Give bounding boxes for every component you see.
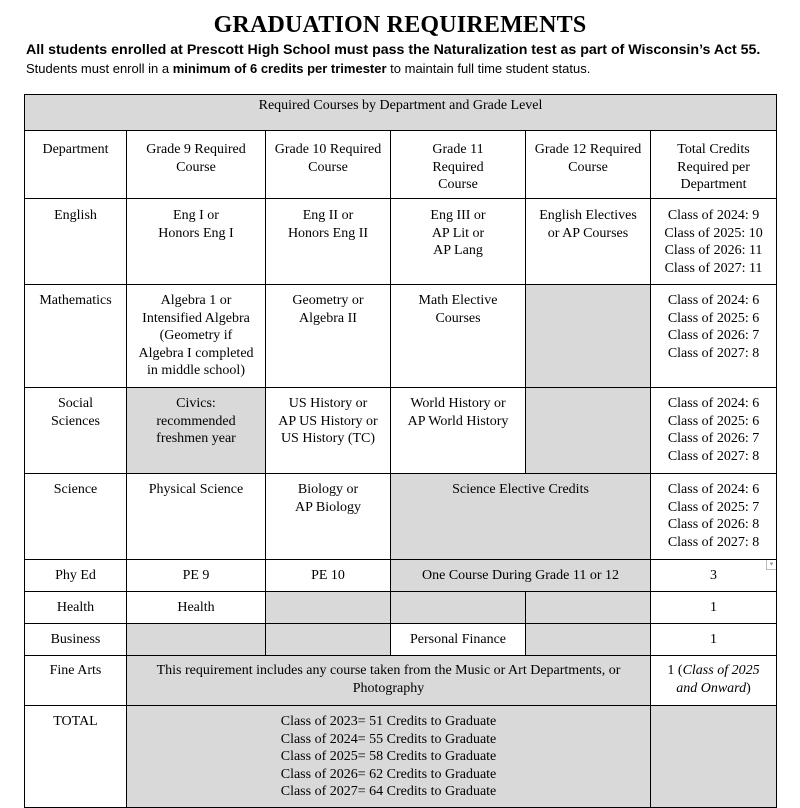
business-grade-9-empty — [127, 624, 266, 656]
dept-science: Science — [25, 474, 127, 560]
table-row-fine-arts — [25, 656, 777, 706]
table-row-health — [25, 592, 777, 624]
english-grade-11: Eng III or AP Lit or AP Lang — [391, 199, 526, 285]
table-caption: Required Courses by Department and Grade Level — [25, 95, 777, 131]
english-grade-12: English Electives or AP Courses — [526, 199, 651, 285]
dept-phy-ed: Phy Ed — [25, 560, 127, 592]
intro-credits-pre: Students must enroll in a — [26, 61, 173, 76]
phyed-credits — [651, 560, 777, 592]
table-row-total — [25, 706, 777, 808]
health-grade-10-empty — [266, 592, 391, 624]
business-grade-10-empty — [266, 624, 391, 656]
dept-english: English — [25, 199, 127, 285]
header-total-credits: Total Credits Required per Department — [651, 131, 777, 199]
intro-naturalization-note: All students enrolled at Prescott High School must pass the Naturalization test as part of Wisconsin’s Act 55. — [26, 42, 761, 58]
science-grade-11-12: Science Elective Credits — [391, 474, 651, 560]
finearts-note: This requirement includes any course taken from the Music or Art Departments, or Photography — [127, 656, 651, 706]
math-credits: Class of 2024: 6 Class of 2025: 6 Class of 2026: 7 Class of 2027: 8 — [651, 285, 777, 388]
dept-business: Business — [25, 624, 127, 656]
health-grade-9: Health — [127, 592, 266, 624]
header-grade-10: Grade 10 Required Course — [266, 131, 391, 199]
table-row-mathematics — [25, 285, 777, 388]
dept-social-sciences: Social Sciences — [25, 388, 127, 474]
total-empty — [651, 706, 777, 808]
finearts-credits: 1 (Class of 2025 and Onward) — [651, 656, 777, 706]
business-grade-12-empty — [526, 624, 651, 656]
intro-credits-bold: minimum of 6 credits per trimester — [172, 61, 387, 76]
table-row-english — [25, 199, 777, 285]
phyed-grade-9: PE 9 — [127, 560, 266, 592]
header-grade-11: Grade 11 Required Course — [391, 131, 526, 199]
page-title: GRADUATION REQUIREMENTS — [213, 12, 587, 38]
social-grade-11: World History or AP World History — [391, 388, 526, 474]
social-credits: Class of 2024: 6 Class of 2025: 6 Class of 2026: 7 Class of 2027: 8 — [651, 388, 777, 474]
table-row-business — [25, 624, 777, 656]
health-credits: 1 — [651, 592, 777, 624]
table-row-phy-ed — [25, 560, 777, 592]
phyed-grade-10: PE 10 — [266, 560, 391, 592]
phyed-grade-11-12: One Course During Grade 11 or 12 — [391, 560, 651, 592]
header-department: Department — [25, 131, 127, 199]
business-credits: 1 — [651, 624, 777, 656]
intro-credits-note — [26, 60, 796, 77]
requirements-table — [24, 94, 777, 808]
intro-credits-post: to maintain full time student status. — [386, 61, 591, 76]
english-credits: Class of 2024: 9 Class of 2025: 10 Class of 2026: 11 Class of 2027: 11 — [651, 199, 777, 285]
science-credits: Class of 2024: 6 Class of 2025: 7 Class of 2026: 8 Class of 2027: 8 — [651, 474, 777, 560]
science-grade-9: Physical Science — [127, 474, 266, 560]
math-grade-10: Geometry or Algebra II — [266, 285, 391, 388]
health-grade-11-empty — [391, 592, 526, 624]
phyed-credits-value: 3 — [710, 567, 717, 583]
dept-health: Health — [25, 592, 127, 624]
health-grade-12-empty — [526, 592, 651, 624]
total-credits-list: Class of 2023= 51 Credits to Graduate Class of 2024= 55 Credits to Graduate Class of 2025= 58 Credits to Graduate Class of 2026= 62 Credits to Graduate Class of 2027= 64 Credits to Graduate — [127, 706, 651, 808]
business-grade-11: Personal Finance — [391, 624, 526, 656]
english-grade-9: Eng I or Honors Eng I — [127, 199, 266, 285]
social-grade-10: US History or AP US History or US History (TC) — [266, 388, 391, 474]
math-grade-9: Algebra 1 or Intensified Algebra (Geometry if Algebra I completed in middle school) — [127, 285, 266, 388]
math-grade-11: Math Elective Courses — [391, 285, 526, 388]
chevron-down-icon[interactable]: ▾ — [766, 560, 777, 571]
social-grade-9: Civics: recommended freshmen year — [127, 388, 266, 474]
science-grade-10: Biology or AP Biology — [266, 474, 391, 560]
header-row — [25, 131, 777, 199]
dept-mathematics: Mathematics — [25, 285, 127, 388]
dept-total: TOTAL — [25, 706, 127, 808]
header-grade-12: Grade 12 Required Course — [526, 131, 651, 199]
math-grade-12-empty — [526, 285, 651, 388]
social-grade-12-empty — [526, 388, 651, 474]
english-grade-10: Eng II or Honors Eng II — [266, 199, 391, 285]
dept-fine-arts: Fine Arts — [25, 656, 127, 706]
table-row-social-sciences — [25, 388, 777, 474]
header-grade-9: Grade 9 Required Course — [127, 131, 266, 199]
table-row-science — [25, 474, 777, 560]
